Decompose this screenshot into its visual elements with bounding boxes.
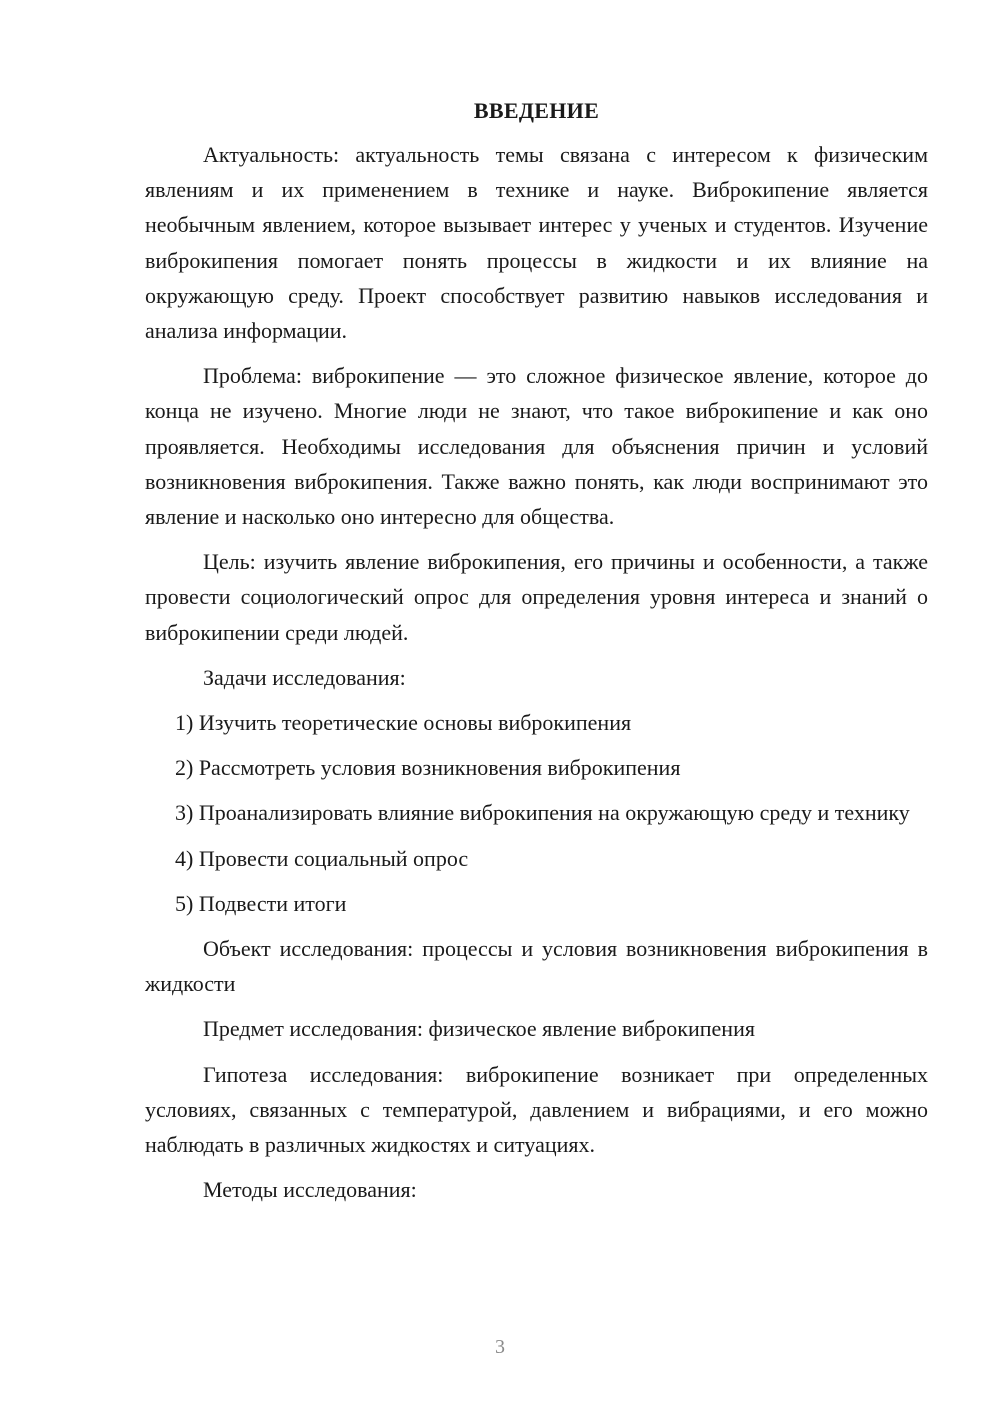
paragraph-goal: Цель: изучить явление виброкипения, его причины и особенности, а также провести социологический опрос для определения уровня интереса и знаний о виброкипении среди людей. [145,549,928,645]
paragraph-relevance: Актуальность: актуальность темы связана с интересом к физическим явлениям и их применением в технике и науке. Виброкипение является необычным явлением, которое вызывает интерес у ученых и студентов. Изучение виброкипения помогает понять процессы в жидкости и их влияние на окружающую среду. Проект способствует развитию навыков исследования и анализа информации. [145,142,928,344]
list-item: 4) Провести социальный опрос [175,845,469,871]
document-page [145,95,928,1217]
list-item: 1) Изучить теоретические основы виброкипения [175,710,632,736]
list-item: 5) Подвести итоги [175,890,347,916]
tasks-heading: Задачи исследования: [203,664,406,690]
paragraph-hypothesis: Гипотеза исследования: виброкипение возникает при определенных условиях, связанных с температурой, давлением и вибрациями, и его можно наблюдать в различных жидкостях и ситуациях. [145,1061,928,1158]
tasks-list [145,705,928,921]
page-number: 3 [495,1336,505,1358]
list-item: 2) Рассмотреть условия возникновения виброкипения [175,755,681,781]
paragraph-object: Объект исследования: процессы и условия возникновения виброкипения в жидкости [145,936,928,997]
paragraph-subject: Предмет исследования: физическое явление виброкипения [203,1016,755,1042]
section-title: ВВЕДЕНИЕ [473,98,600,123]
list-item: 3) Проанализировать влияние виброкипения на окружающую среду и технику [175,800,910,826]
methods-heading: Методы исследования: [203,1177,417,1203]
paragraph-problem: Проблема: виброкипение — это сложное физическое явление, которое до конца не изучено. Многие люди не знают, что такое виброкипение и как оно проявляется. Необходимы исследования для объяснения причин и условий возникновения виброкипения. Также важно понять, как люди воспринимают это явление и насколько оно интересно для общества. [145,363,928,530]
